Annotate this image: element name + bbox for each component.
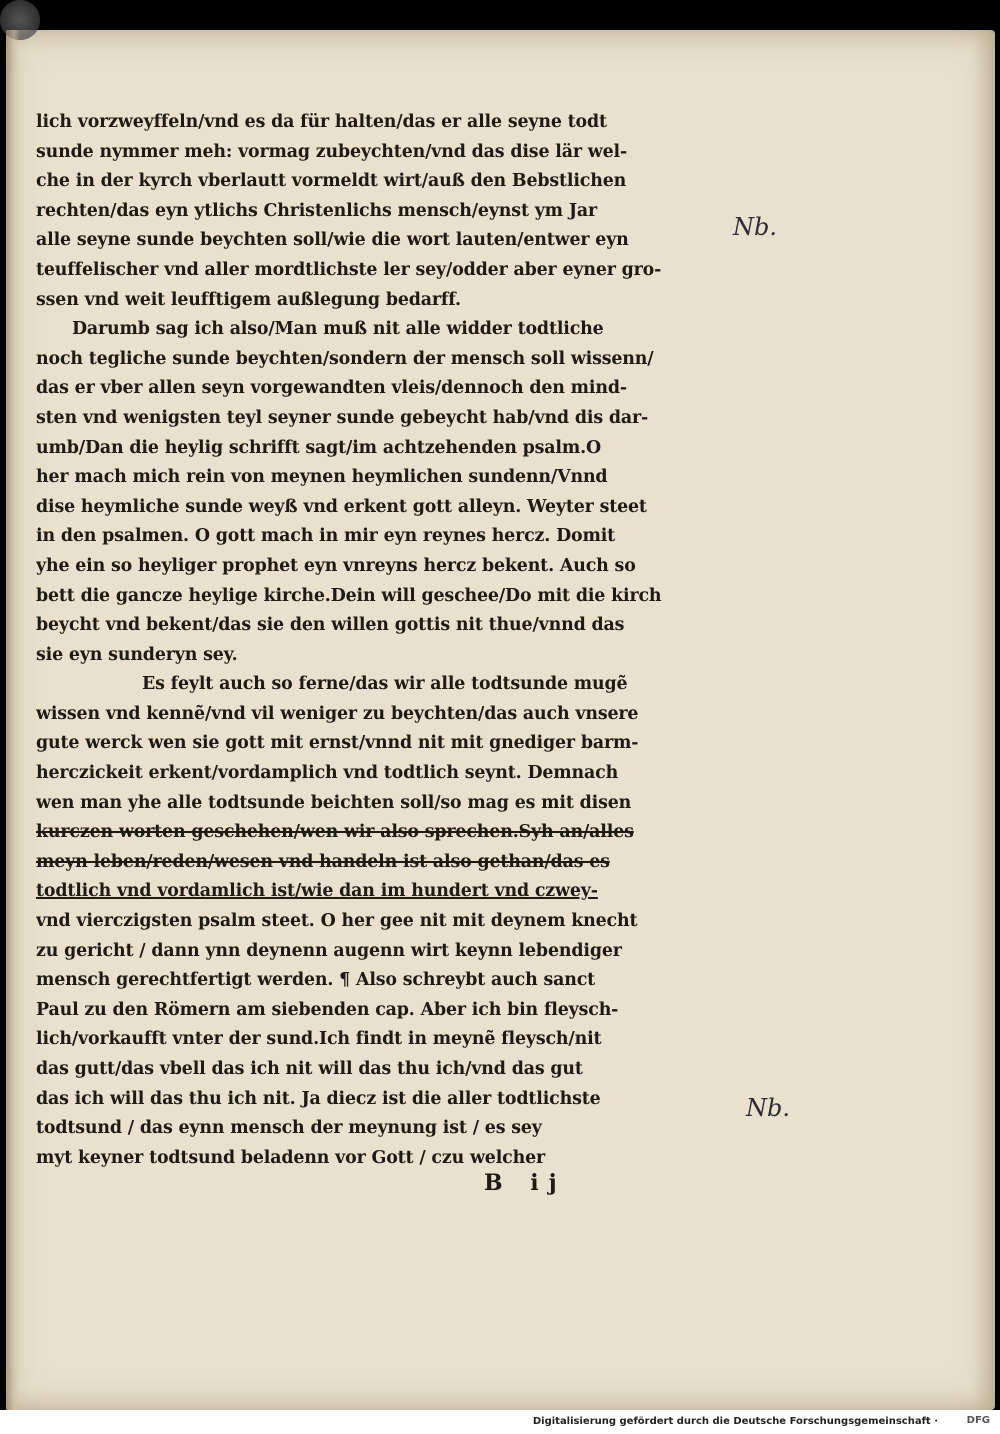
text-line: lich/vorkaufft vnter der sund.Ich findt in meynẽ fleysch/nit bbox=[36, 1029, 602, 1050]
text-line: vnd vierczigsten psalm steet. O her gee nit mit deynem knecht bbox=[36, 911, 638, 932]
text-line: das er vber allen seyn vorgewandten vleis/dennoch den mind- bbox=[36, 378, 627, 399]
text-line: myt keyner todtsund beladenn vor Gott / czu welcher bbox=[36, 1147, 546, 1168]
margin-note: Nb. bbox=[746, 1094, 790, 1122]
text-line: che in der kyrch vberlautt vormeldt wirt/auß den Bebstlichen bbox=[36, 171, 627, 192]
text-line: gute werck wen sie gott mit ernst/vnnd nit mit gnediger barm- bbox=[36, 733, 639, 754]
text-line: lich vorzweyffeln/vnd es da für halten/das er alle seyne todt bbox=[36, 112, 607, 132]
text-line: herczickeit erkent/vordamplich vnd todtlich seynt. Demnach bbox=[36, 763, 619, 784]
text-line: bett die gancze heylige kirche.Dein will geschee/Do mit die kirch bbox=[36, 585, 662, 606]
text-line: yhe ein so heyliger prophet eyn vnreyns hercz bekent. Auch so bbox=[36, 555, 636, 576]
page-spine-shadow bbox=[6, 30, 20, 1410]
text-line: Paul zu den Römern am siebenden cap. Aber ich bin fleysch- bbox=[36, 999, 619, 1020]
body-text bbox=[36, 108, 716, 1173]
text-line: das ich will das thu ich nit. Ja diecz ist die aller todtlichste bbox=[36, 1088, 601, 1109]
footer-credit: Digitalisierung gefördert durch die Deutsche Forschungsgemeinschaft · bbox=[532, 1416, 938, 1427]
text-line: mensch gerechtfertigt werden. ¶ Also schreybt auch sanct bbox=[36, 970, 596, 991]
margin-note: Nb. bbox=[733, 213, 777, 241]
text-line: alle seyne sunde beychten soll/wie die wort lauten/entwer eyn bbox=[36, 230, 629, 251]
footer-bar bbox=[0, 1410, 1000, 1434]
text-line: das gutt/das vbell das ich nit will das thu ich/vnd das gut bbox=[36, 1059, 583, 1079]
dfg-logo: DFG bbox=[966, 1415, 990, 1426]
text-line: meyn leben/reden/wesen vnd handeln ist also gethan/das es bbox=[36, 851, 610, 872]
text-line: rechten/das eyn ytlichs Christenlichs mensch/eynst ym Jar bbox=[36, 200, 598, 221]
text-line: todtlich vnd vordamlich ist/wie dan im hundert vnd czwey- bbox=[36, 881, 598, 902]
text-line: sunde nymmer meh: vormag zubeychten/vnd das dise lär wel- bbox=[36, 141, 628, 162]
text-line: umb/Dan die heylig schrifft sagt/im achtzehenden psalm.O bbox=[36, 437, 602, 458]
text-line: Darumb sag ich also/Man muß nit alle widder todtliche bbox=[72, 319, 604, 340]
text-line: noch tegliche sunde beychten/sondern der mensch soll wissenn/ bbox=[36, 348, 654, 369]
text-line: sten vnd wenigsten teyl seyner sunde gebeycht hab/vnd dis dar- bbox=[36, 407, 649, 428]
text-line: todtsund / das eynn mensch der meynung ist / es sey bbox=[36, 1118, 542, 1139]
text-line: beycht vnd bekent/das sie den willen gottis nit thue/vnnd das bbox=[36, 615, 625, 636]
text-line: teuffelischer vnd aller mordtlichste ler sey/odder aber eyner gro- bbox=[36, 259, 662, 280]
text-line: dise heymliche sunde weyß vnd erkent gott alleyn. Weyter steet bbox=[36, 496, 647, 517]
book-page bbox=[6, 30, 995, 1410]
text-line: wissen vnd kennẽ/vnd vil weniger zu beychten/das auch vnsere bbox=[36, 703, 639, 724]
text-line: wen man yhe alle todtsunde beichten soll/so mag es mit disen bbox=[36, 792, 632, 813]
text-line: Es feylt auch so ferne/das wir alle todtsunde mugẽ bbox=[142, 674, 628, 695]
text-line: in den psalmen. O gott mach in mir eyn reynes hercz. Domit bbox=[36, 526, 616, 547]
text-line: sie eyn sunderyn sey. bbox=[36, 644, 238, 665]
text-line: her mach mich rein von meynen heymlichen sundenn/Vnnd bbox=[36, 467, 608, 488]
text-line: kurczen worten geschehen/wen wir also sprechen.Syh an/alles bbox=[36, 822, 634, 843]
text-line: zu gericht / dann ynn deynenn augenn wirt keynn lebendiger bbox=[36, 940, 622, 961]
signature-mark: B ij bbox=[484, 1170, 567, 1196]
text-line: ssen vnd weit leufftigem außlegung bedarff. bbox=[36, 289, 461, 310]
